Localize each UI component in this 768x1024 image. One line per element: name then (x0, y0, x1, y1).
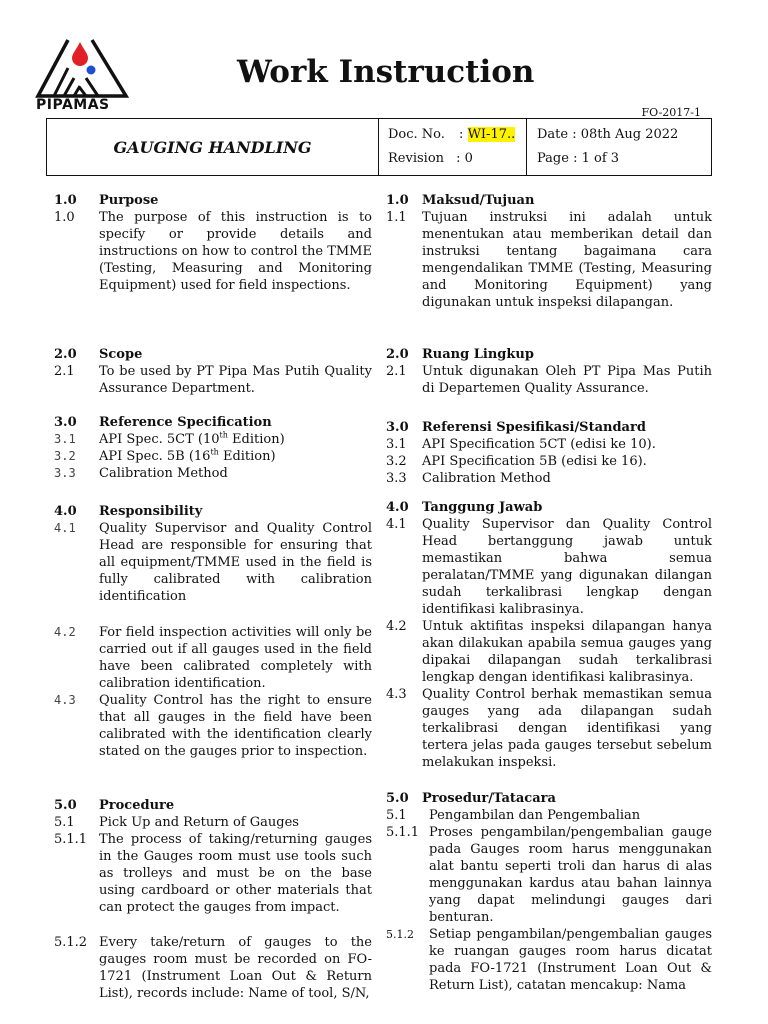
item-number: 5.1.1 (386, 825, 420, 840)
section-number: 5.0 (386, 791, 409, 806)
item-text: Every take/return of gauges to the gauges room must be recorded on FO-1721 (Instrument Loan Out & Return List), records include: Name of tool, S/N, (99, 935, 372, 1001)
form-number: FO-2017-1 (641, 106, 701, 119)
document-header-table (46, 118, 712, 176)
section-scope-id (386, 346, 712, 397)
item-text: To be used by PT Pipa Mas Putih Quality Assurance Department. (99, 364, 372, 396)
item-text: Calibration Method (422, 471, 551, 486)
item-text: The process of taking/returning gauges in the Gauges room must use tools such as trolleys and must be on the base using cardboard or other materials that can protect the gauges from impact. (99, 832, 372, 915)
item-number: 3.2 (386, 454, 407, 469)
section-number: 1.0 (54, 193, 77, 208)
section-number: 2.0 (54, 347, 77, 362)
item-text: API Spec. 5B (16th Edition) (99, 447, 276, 464)
section-heading: Ruang Lingkup (422, 347, 534, 362)
page-title: Work Instruction (237, 54, 535, 90)
item-text: Quality Control berhak memastikan semua gauges yang ada dilapangan sudah terkalibrasi dengan identifikasi yang tertera jelas pada gauges tersebut sebelum melakukan inspeksi. (422, 687, 712, 770)
page-line: Page : 1 of 3 (537, 151, 620, 166)
section-scope (54, 346, 372, 397)
doc-no-label: Doc. No. (388, 127, 445, 142)
item-number: 4.1 (386, 517, 407, 532)
item-number: 3.2 (54, 449, 76, 463)
section-heading: Purpose (99, 193, 159, 208)
item-number: 4.3 (54, 693, 76, 707)
item-text: Quality Supervisor dan Quality Control Head bertanggung jawab untuk memastikan bahwa semua peralatan/TMME yang digunakan dilangan sudah terkalibrasi lengkap dengan identifikasi kalibrasinya. (422, 517, 712, 617)
item-text: API Specification 5B (edisi ke 16). (422, 454, 647, 469)
item-number: 3.3 (54, 466, 76, 480)
section-heading: Reference Specification (99, 415, 272, 430)
item-text: Calibration Method (99, 466, 228, 481)
item-text: API Specification 5CT (edisi ke 10). (422, 437, 656, 452)
item-number: 4.2 (386, 619, 407, 634)
item-number: 5.1.2 (386, 928, 414, 941)
item-number: 2.1 (386, 364, 407, 379)
doc-no-value: WI-17.. (467, 127, 516, 142)
section-procedure-id (386, 790, 712, 994)
item-text: For field inspection activities will only be carried out if all gauges used in the field have been calibrated completely with calibration identification. (99, 625, 372, 691)
date-label: Date (537, 127, 569, 142)
section-heading: Scope (99, 347, 143, 362)
section-number: 4.0 (386, 500, 409, 515)
item-text: Pick Up and Return of Gauges (99, 815, 299, 830)
section-reference-id (386, 419, 712, 487)
revision-label: Revision (388, 151, 445, 166)
section-procedure (54, 797, 372, 916)
item-text: The purpose of this instruction is to specify or provide details and instructions on how to control the TMME (Testing, Measuring and Monitoring Equipment) used for field inspections. (99, 210, 372, 293)
section-heading: Responsibility (99, 504, 203, 519)
page-value: 1 of 3 (581, 151, 620, 166)
section-reference (54, 414, 372, 482)
item-number: 3.1 (386, 437, 407, 452)
section-responsibility (54, 503, 372, 605)
section-responsibility-cont (54, 624, 372, 760)
page-label: Page (537, 151, 569, 166)
item-text: Quality Supervisor and Quality Control Head are responsible for ensuring that all equipment/TMME used in the field is fully calibrated with calibration identification (99, 521, 372, 604)
date-page-cell (527, 119, 711, 175)
item-number: 3.3 (386, 471, 407, 486)
item-number: 4.1 (54, 521, 76, 535)
section-number: 4.0 (54, 504, 77, 519)
revision-value: 0 (464, 151, 473, 166)
section-number: 1.0 (386, 193, 409, 208)
item-text: Untuk digunakan Oleh PT Pipa Mas Putih di Departemen Quality Assurance. (422, 364, 712, 396)
section-responsibility-id (386, 499, 712, 771)
item-text: Setiap pengambilan/pengembalian gauges ke ruangan gauges room harus dicatat pada FO-1721 (Instrument Loan Out & Return List), catatan mencakup: Nama (429, 927, 712, 993)
section-number: 5.0 (54, 798, 77, 813)
item-number: 1.1 (386, 210, 407, 225)
section-heading: Maksud/Tujuan (422, 193, 535, 208)
date-line: Date : 08th Aug 2022 (537, 127, 679, 142)
document-title: GAUGING HANDLING (47, 119, 379, 175)
item-text: Tujuan instruksi ini adalah untuk menentukan atau memberikan detail dan instruksi tentang bagaimana cara mengendalikan TMME (Testing, Measuring and Monitoring Equipment) yang digunakan untuk inspeksi dilapangan. (422, 210, 712, 310)
section-heading: Referensi Spesifikasi/Standard (422, 420, 646, 435)
item-number: 5.1.1 (54, 832, 88, 847)
section-number: 3.0 (386, 420, 409, 435)
section-number: 2.0 (386, 347, 409, 362)
item-text: API Spec. 5CT (10th Edition) (99, 430, 285, 447)
section-number: 3.0 (54, 415, 77, 430)
item-number: 5.1 (54, 815, 75, 830)
item-text: Pengambilan dan Pengembalian (429, 808, 641, 823)
item-text: Quality Control has the right to ensure that all gauges in the field have been calibrated with the identification clearly stated on the gauges prior to inspection. (99, 693, 372, 759)
item-text: Proses pengambilan/pengembalian gauge pada Gauges room harus menggunakan alat bantu seperti troli dan harus di alas menggunakan kardus atau bahan lainnya yang dapat melindungi gauges dari benturan. (429, 825, 712, 925)
item-number: 4.3 (386, 687, 407, 702)
section-heading: Prosedur/Tatacara (422, 791, 556, 806)
section-heading: Tanggung Jawab (422, 500, 543, 515)
item-number: 4.2 (54, 625, 76, 639)
logo-text: PIPAMAS (36, 97, 110, 113)
doc-no-line: Doc. No. : WI-17.. (388, 127, 516, 142)
item-text: Untuk aktifitas inspeksi dilapangan hanya akan dilakukan apabila semua gauges yang dipakai dilapangan sudah terkalibrasi lengkap dengan identifikasi kalibrasinya. (422, 619, 712, 685)
section-purpose-id (386, 192, 712, 311)
section-procedure-cont (54, 934, 372, 1002)
section-purpose (54, 192, 372, 294)
item-number: 1.0 (54, 210, 75, 225)
section-heading: Procedure (99, 798, 175, 813)
item-number: 2.1 (54, 364, 75, 379)
doc-info-cell (378, 119, 527, 175)
item-number: 5.1.2 (54, 935, 88, 950)
revision-line: Revision : 0 (388, 151, 473, 166)
item-number: 5.1 (386, 808, 407, 823)
item-number: 3.1 (54, 432, 76, 446)
date-value: 08th Aug 2022 (580, 127, 679, 142)
